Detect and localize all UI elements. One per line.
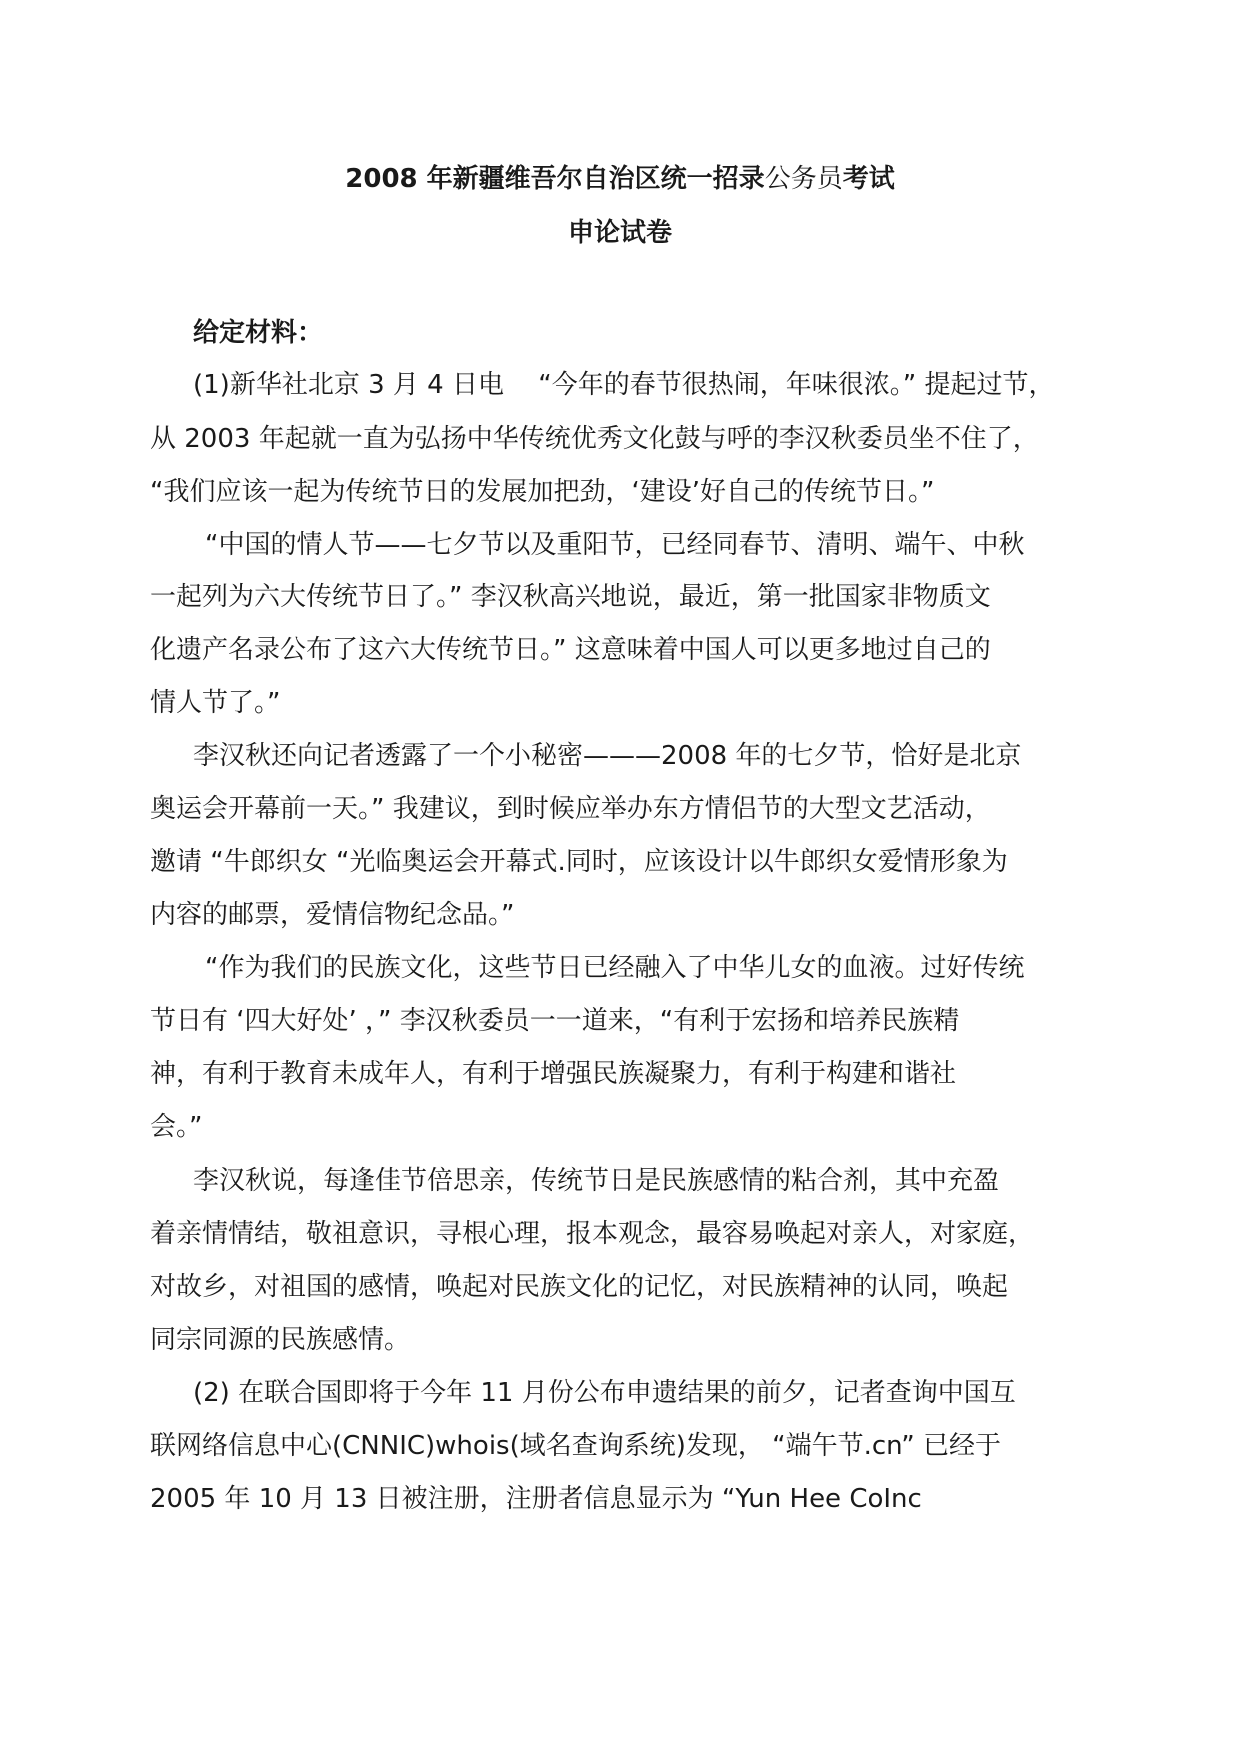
body-line: 节日有 ‘四大好处’ ，” 李汉秋委员一一道来，“有利于宏扬和培养民族精	[150, 1006, 960, 1036]
body-line: 会。”	[150, 1112, 203, 1142]
body-line: 奥运会开幕前一天。” 我建议，到时候应举办东方情侣节的大型文艺活动，	[150, 794, 991, 824]
title-bold-part-a: 2008 年新疆维吾尔自治区统一招录	[345, 164, 765, 194]
body-line: (1)新华社北京 3 月 4 日电 “今年的春节很热闹，年味很浓。” 提起过节，	[193, 370, 1055, 400]
body-line: 内容的邮票，爱情信物纪念品。”	[150, 900, 515, 930]
title-bold-part-b: 考试	[842, 164, 895, 194]
body-line: 同宗同源的民族感情。	[150, 1325, 411, 1355]
body-line: 2005 年 10 月 13 日被注册，注册者信息显示为 “Yun Hee CoInc	[150, 1484, 922, 1514]
body-line: “我们应该一起为传统节日的发展加把劲，‘建设’好自己的传统节日。”	[150, 477, 935, 507]
body-line: 联网络信息中心(CNNIC)whois(域名查询系统)发现， “端午节.cn” 已经于	[150, 1431, 1001, 1461]
body-line: 对故乡，对祖国的感情，唤起对民族文化的记忆，对民族精神的认同，唤起	[150, 1272, 1009, 1302]
body-line: 着亲情情结，敬祖意识，寻根心理，报本观念，最容易唤起对亲人，对家庭，	[150, 1219, 1035, 1249]
body-line: 情人节了。”	[150, 688, 281, 718]
body-line: 李汉秋说，每逢佳节倍思亲，传统节日是民族感情的粘合剂，其中充盈	[193, 1166, 1000, 1196]
document-title-line-2: 申论试卷	[567, 218, 672, 248]
section-heading: 给定材料：	[193, 318, 324, 348]
document-title-line-1	[0, 158, 1240, 195]
body-line: 化遗产名录公布了这六大传统节日。” 这意味着中国人可以更多地过自己的	[150, 635, 991, 665]
body-line: 一起列为六大传统节日了。” 李汉秋高兴地说，最近，第一批国家非物质文	[150, 582, 991, 612]
body-line: 邀请 “牛郎织女 “光临奥运会开幕式.同时，应该设计以牛郎织女爱情形象为	[150, 847, 1008, 877]
body-line: 李汉秋还向记者透露了一个小秘密———2008 年的七夕节，恰好是北京	[193, 741, 1022, 771]
body-line: (2) 在联合国即将于今年 11 月份公布申遗结果的前夕，记者查询中国互	[193, 1378, 1016, 1408]
body-line: 从 2003 年起就一直为弘扬中华传统优秀文化鼓与呼的李汉秋委员坐不住了，	[150, 424, 1039, 454]
body-line: 神，有利于教育未成年人，有利于增强民族凝聚力，有利于构建和谐社	[150, 1059, 957, 1089]
title-light-part: 公务员	[764, 164, 843, 194]
body-line: “作为我们的民族文化，这些节日已经融入了中华儿女的血液。过好传统	[205, 953, 1025, 983]
body-line: “中国的情人节——七夕节以及重阳节，已经同春节、清明、端午、中秋	[205, 530, 1025, 560]
